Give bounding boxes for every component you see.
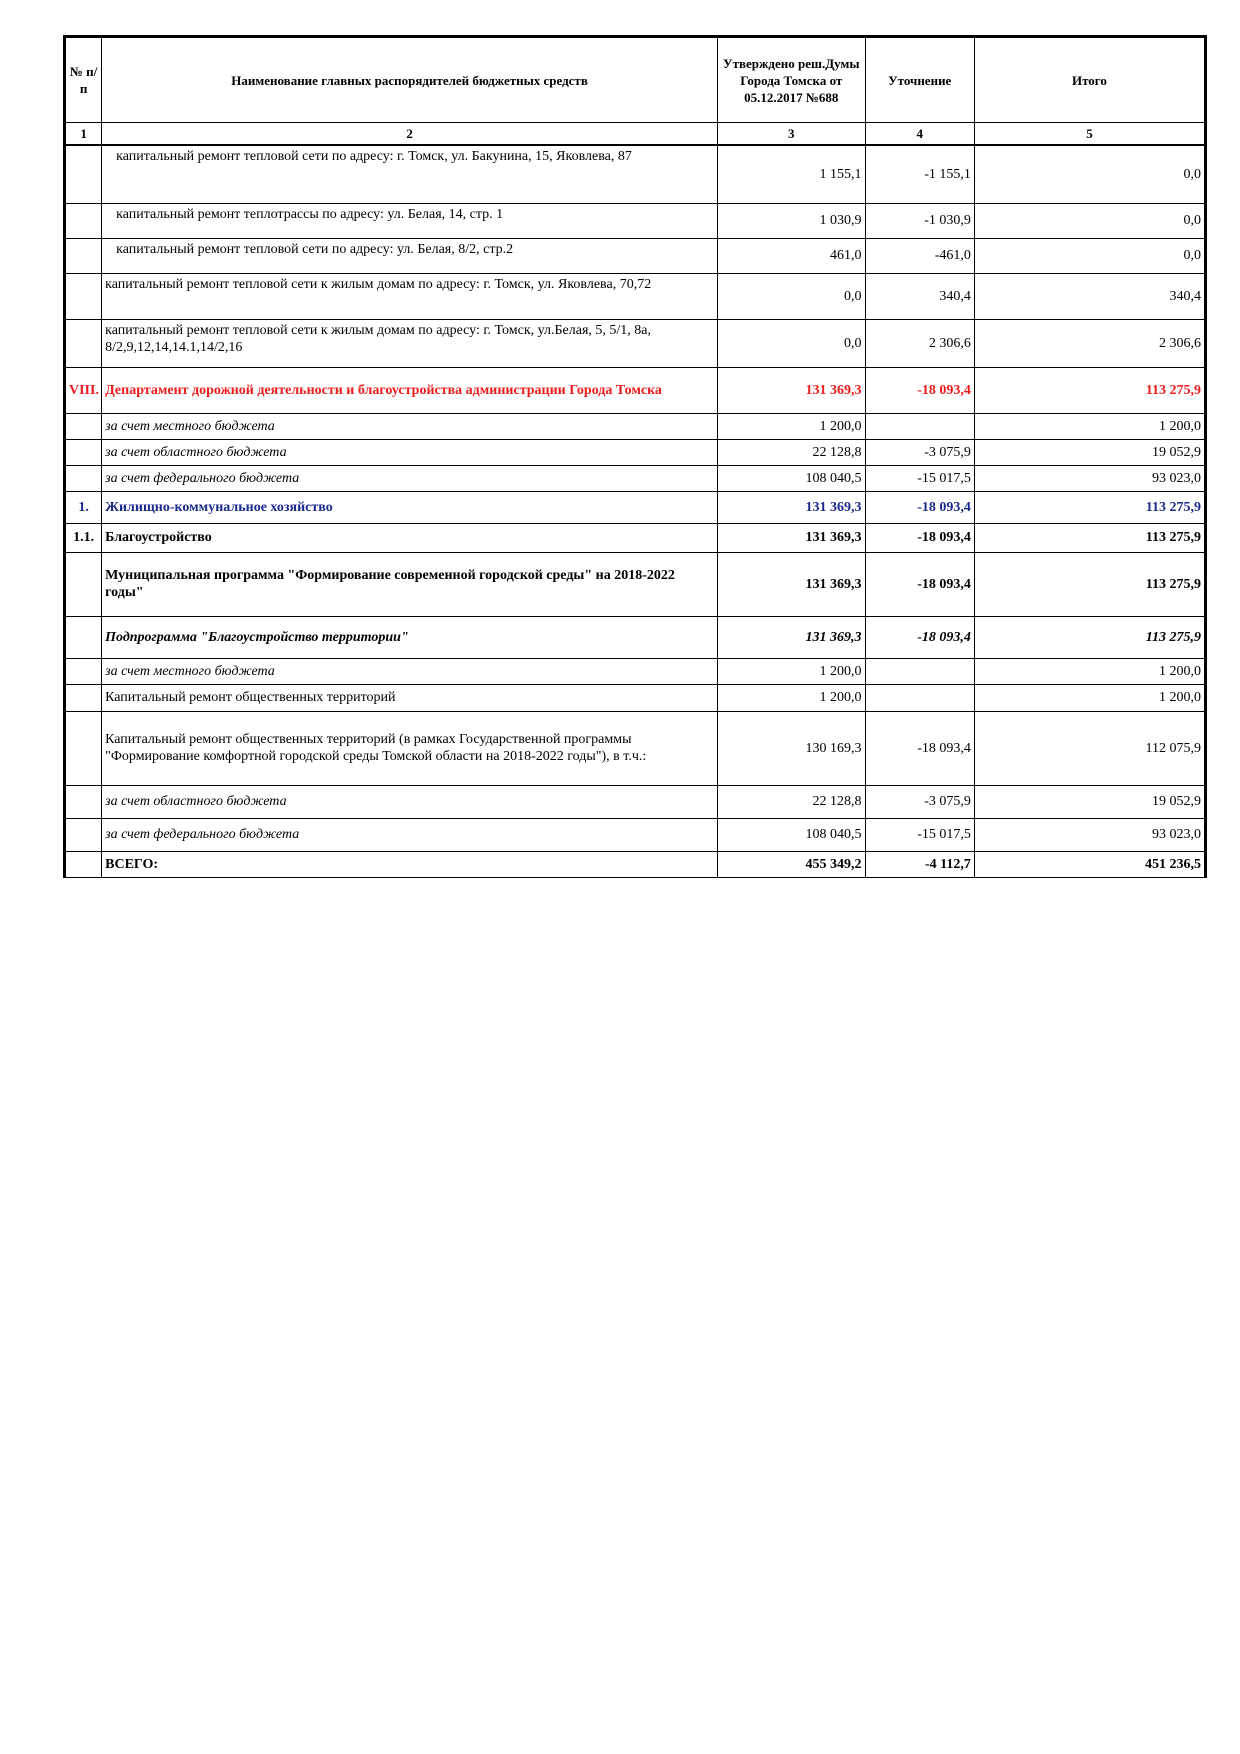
row-change: -3 075,9 xyxy=(865,439,974,465)
row-total: 113 275,9 xyxy=(974,491,1205,523)
row-total: 113 275,9 xyxy=(974,552,1205,616)
row-change: -15 017,5 xyxy=(865,465,974,491)
row-total: 112 075,9 xyxy=(974,711,1205,785)
row-change: -461,0 xyxy=(865,238,974,273)
row-name: Подпрограмма "Благоустройство территории" xyxy=(102,616,718,658)
row-approved: 1 155,1 xyxy=(718,145,866,203)
col-number-4: 4 xyxy=(865,123,974,146)
row-name: капитальный ремонт тепловой сети по адресу: ул. Белая, 8/2, стр.2 xyxy=(102,238,718,273)
col-number-2: 2 xyxy=(102,123,718,146)
table-row xyxy=(65,785,1206,818)
table-row xyxy=(65,203,1206,238)
row-name: за счет областного бюджета xyxy=(102,785,718,818)
row-change: -1 030,9 xyxy=(865,203,974,238)
header-change: Уточнение xyxy=(865,37,974,123)
row-name: за счет областного бюджета xyxy=(102,439,718,465)
row-approved: 131 369,3 xyxy=(718,616,866,658)
col-number-5: 5 xyxy=(974,123,1205,146)
table-row xyxy=(65,684,1206,711)
row-name: Жилищно-коммунальное хозяйство xyxy=(102,491,718,523)
row-change: -18 093,4 xyxy=(865,367,974,413)
row-num xyxy=(65,785,102,818)
row-num xyxy=(65,818,102,851)
header-name: Наименование главных распорядителей бюджетных средств xyxy=(102,37,718,123)
row-total: 19 052,9 xyxy=(974,439,1205,465)
row-approved: 22 128,8 xyxy=(718,785,866,818)
table-row xyxy=(65,145,1206,203)
row-num xyxy=(65,658,102,684)
row-num: 1. xyxy=(65,491,102,523)
row-num xyxy=(65,439,102,465)
row-approved: 0,0 xyxy=(718,319,866,367)
row-change xyxy=(865,413,974,439)
row-name: капитальный ремонт тепловой сети к жилым домам по адресу: г. Томск, ул. Яковлева, 70,72 xyxy=(102,273,718,319)
table-row-subprogram xyxy=(65,616,1206,658)
row-change xyxy=(865,684,974,711)
row-name: капитальный ремонт тепловой сети по адресу: г. Томск, ул. Бакунина, 15, Яковлева, 87 xyxy=(102,145,718,203)
row-approved: 108 040,5 xyxy=(718,818,866,851)
row-num xyxy=(65,413,102,439)
row-total: 93 023,0 xyxy=(974,818,1205,851)
row-approved: 131 369,3 xyxy=(718,367,866,413)
row-total: 113 275,9 xyxy=(974,523,1205,552)
row-change: 2 306,6 xyxy=(865,319,974,367)
row-num: VIII. xyxy=(65,367,102,413)
row-change: -18 093,4 xyxy=(865,523,974,552)
row-total: 0,0 xyxy=(974,238,1205,273)
row-num xyxy=(65,552,102,616)
total-approved: 455 349,2 xyxy=(718,851,866,877)
row-total: 340,4 xyxy=(974,273,1205,319)
row-name: за счет местного бюджета xyxy=(102,413,718,439)
table-row xyxy=(65,319,1206,367)
table-row-subsection xyxy=(65,523,1206,552)
row-approved: 1 030,9 xyxy=(718,203,866,238)
row-total: 0,0 xyxy=(974,145,1205,203)
row-change: -15 017,5 xyxy=(865,818,974,851)
row-approved: 1 200,0 xyxy=(718,413,866,439)
row-num xyxy=(65,203,102,238)
total-change: -4 112,7 xyxy=(865,851,974,877)
table-row xyxy=(65,818,1206,851)
row-name: за счет местного бюджета xyxy=(102,658,718,684)
row-total: 113 275,9 xyxy=(974,616,1205,658)
row-num xyxy=(65,616,102,658)
table-row-department xyxy=(65,367,1206,413)
table-row xyxy=(65,413,1206,439)
table-row-section xyxy=(65,491,1206,523)
row-total: 0,0 xyxy=(974,203,1205,238)
row-approved: 22 128,8 xyxy=(718,439,866,465)
row-approved: 131 369,3 xyxy=(718,523,866,552)
table-row xyxy=(65,658,1206,684)
table-row xyxy=(65,439,1206,465)
row-name: Капитальный ремонт общественных территорий (в рамках Государственной программы "Формирование комфортной городской среды Томской области на 2018-2022 годы"), в т.ч.: xyxy=(102,711,718,785)
row-total: 1 200,0 xyxy=(974,684,1205,711)
table-row xyxy=(65,238,1206,273)
row-num xyxy=(65,238,102,273)
col-number-3: 3 xyxy=(718,123,866,146)
row-num xyxy=(65,465,102,491)
total-label: ВСЕГО: xyxy=(102,851,718,877)
row-approved: 1 200,0 xyxy=(718,684,866,711)
row-change xyxy=(865,658,974,684)
row-num xyxy=(65,145,102,203)
row-name: Муниципальная программа "Формирование современной городской среды" на 2018-2022 годы" xyxy=(102,552,718,616)
row-num xyxy=(65,711,102,785)
row-approved: 1 200,0 xyxy=(718,658,866,684)
row-name: за счет федерального бюджета xyxy=(102,818,718,851)
row-change: -18 093,4 xyxy=(865,616,974,658)
table-row-total xyxy=(65,851,1206,877)
row-approved: 131 369,3 xyxy=(718,491,866,523)
row-total: 113 275,9 xyxy=(974,367,1205,413)
table-row xyxy=(65,465,1206,491)
table-row xyxy=(65,711,1206,785)
row-total: 1 200,0 xyxy=(974,413,1205,439)
total-num xyxy=(65,851,102,877)
total-total: 451 236,5 xyxy=(974,851,1205,877)
row-total: 19 052,9 xyxy=(974,785,1205,818)
row-approved: 130 169,3 xyxy=(718,711,866,785)
row-change: -1 155,1 xyxy=(865,145,974,203)
row-change: 340,4 xyxy=(865,273,974,319)
row-name: Департамент дорожной деятельности и благоустройства администрации Города Томска xyxy=(102,367,718,413)
row-num xyxy=(65,684,102,711)
table-row xyxy=(65,273,1206,319)
row-approved: 108 040,5 xyxy=(718,465,866,491)
header-total: Итого xyxy=(974,37,1205,123)
row-name: Капитальный ремонт общественных территорий xyxy=(102,684,718,711)
row-approved: 461,0 xyxy=(718,238,866,273)
row-change: -18 093,4 xyxy=(865,552,974,616)
row-name: за счет федерального бюджета xyxy=(102,465,718,491)
header-approved: Утверждено реш.Думы Города Томска от 05.12.2017 №688 xyxy=(718,37,866,123)
row-name: капитальный ремонт теплотрассы по адресу: ул. Белая, 14, стр. 1 xyxy=(102,203,718,238)
row-num xyxy=(65,273,102,319)
row-total: 1 200,0 xyxy=(974,658,1205,684)
budget-table xyxy=(63,35,1207,878)
row-change: -18 093,4 xyxy=(865,491,974,523)
col-number-1: 1 xyxy=(65,123,102,146)
row-approved: 131 369,3 xyxy=(718,552,866,616)
row-total: 93 023,0 xyxy=(974,465,1205,491)
table-row-program xyxy=(65,552,1206,616)
row-name: капитальный ремонт тепловой сети к жилым домам по адресу: г. Томск, ул.Белая, 5, 5/1, 8а, 8/2,9,12,14,14.1,14/2,16 xyxy=(102,319,718,367)
row-num xyxy=(65,319,102,367)
row-num: 1.1. xyxy=(65,523,102,552)
row-change: -3 075,9 xyxy=(865,785,974,818)
row-total: 2 306,6 xyxy=(974,319,1205,367)
row-name: Благоустройство xyxy=(102,523,718,552)
row-change: -18 093,4 xyxy=(865,711,974,785)
row-approved: 0,0 xyxy=(718,273,866,319)
header-num: № п/п xyxy=(65,37,102,123)
